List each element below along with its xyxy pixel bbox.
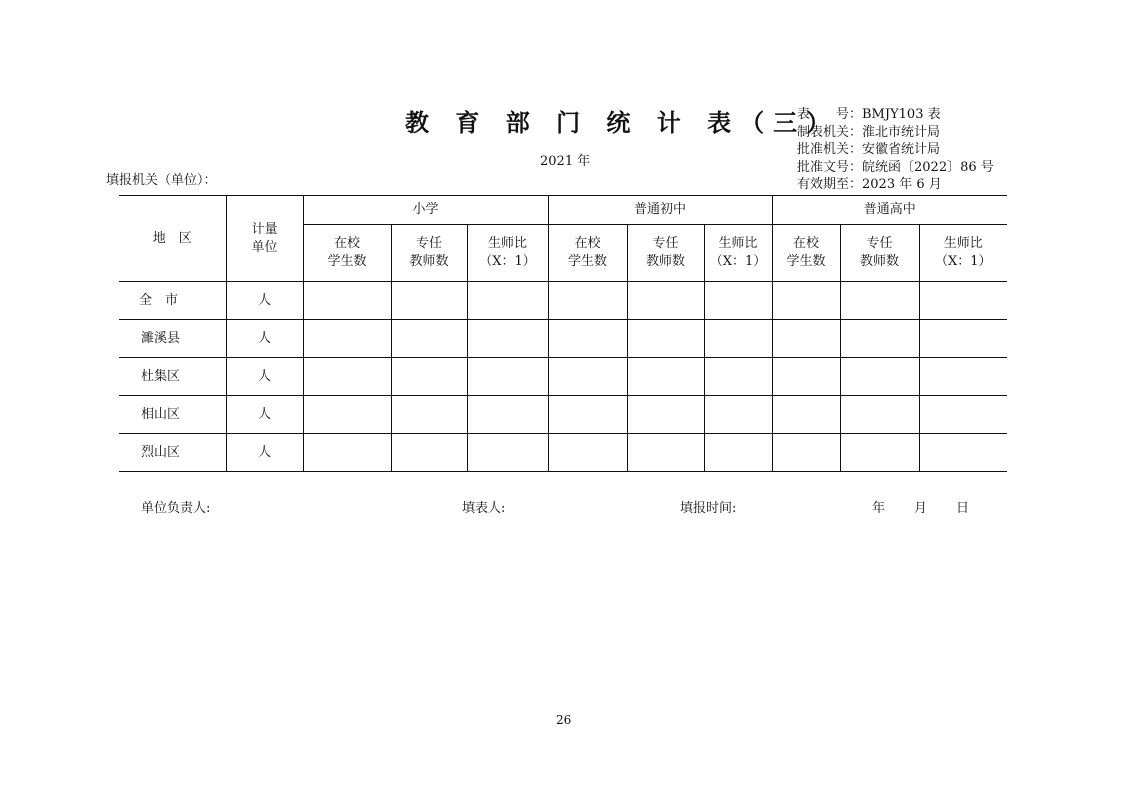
region-cell: 烈山区 bbox=[119, 434, 226, 472]
unit-header-line1: 计量 bbox=[251, 221, 278, 237]
data-cell[interactable] bbox=[919, 320, 1007, 358]
col-header-teachers: 专任 教师数 bbox=[391, 225, 467, 282]
col-header-ratio: 生师比 （X：1） bbox=[467, 225, 548, 282]
data-cell[interactable] bbox=[548, 358, 627, 396]
data-cell[interactable] bbox=[772, 396, 840, 434]
unit-header bbox=[226, 196, 303, 282]
valid-until: 有效期至：2023 年 6 月 bbox=[797, 177, 942, 192]
report-year: 2021 年 bbox=[540, 154, 591, 169]
data-cell[interactable] bbox=[704, 358, 772, 396]
data-cell[interactable] bbox=[391, 282, 467, 320]
data-cell[interactable] bbox=[772, 434, 840, 472]
data-cell[interactable] bbox=[840, 434, 919, 472]
filler-org-label: 填报机关（单位）： bbox=[106, 173, 217, 188]
col-header-ratio: 生师比 （X：1） bbox=[704, 225, 772, 282]
col-header-teachers: 专任 教师数 bbox=[627, 225, 704, 282]
data-cell[interactable] bbox=[627, 396, 704, 434]
date-month-label: 月 bbox=[914, 501, 928, 516]
issuing-authority: 制表机关：淮北市统计局 bbox=[797, 124, 941, 140]
data-cell[interactable] bbox=[840, 320, 919, 358]
region-cell: 濉溪县 bbox=[119, 320, 226, 358]
unit-cell: 人 bbox=[226, 358, 303, 396]
data-cell[interactable] bbox=[548, 282, 627, 320]
unit-cell: 人 bbox=[226, 434, 303, 472]
unit-cell: 人 bbox=[226, 396, 303, 434]
unit-cell: 人 bbox=[226, 282, 303, 320]
date-day-label: 日 bbox=[956, 501, 970, 516]
table-row bbox=[119, 434, 1007, 472]
data-cell[interactable] bbox=[303, 282, 391, 320]
data-cell[interactable] bbox=[391, 434, 467, 472]
data-cell[interactable] bbox=[919, 434, 1007, 472]
data-cell[interactable] bbox=[704, 434, 772, 472]
data-cell[interactable] bbox=[772, 282, 840, 320]
approving-authority: 批准机关：安徽省统计局 bbox=[797, 142, 941, 157]
data-cell[interactable] bbox=[772, 358, 840, 396]
group-header-primary: 小学 bbox=[303, 196, 548, 225]
region-cell: 全 市 bbox=[119, 282, 226, 320]
unit-cell: 人 bbox=[226, 320, 303, 358]
unit-header-line2: 单位 bbox=[251, 239, 278, 255]
data-cell[interactable] bbox=[772, 320, 840, 358]
form-number: 表 号：BMJY103 表 bbox=[797, 107, 941, 122]
header-row-groups bbox=[119, 196, 1007, 225]
form-filler-label: 填表人: bbox=[462, 501, 506, 516]
page-title: 教 育 部 门 统 计 表（三） bbox=[405, 108, 840, 137]
data-cell[interactable] bbox=[303, 434, 391, 472]
table-row bbox=[119, 320, 1007, 358]
data-cell[interactable] bbox=[467, 358, 548, 396]
data-cell[interactable] bbox=[627, 358, 704, 396]
data-cell[interactable] bbox=[704, 282, 772, 320]
region-header: 地 区 bbox=[119, 196, 226, 282]
col-header-students: 在校 学生数 bbox=[548, 225, 627, 282]
table-row bbox=[119, 396, 1007, 434]
data-cell[interactable] bbox=[704, 320, 772, 358]
data-cell[interactable] bbox=[919, 396, 1007, 434]
data-cell[interactable] bbox=[467, 434, 548, 472]
data-cell[interactable] bbox=[627, 434, 704, 472]
data-cell[interactable] bbox=[548, 320, 627, 358]
data-cell[interactable] bbox=[548, 434, 627, 472]
table-row bbox=[119, 282, 1007, 320]
data-cell[interactable] bbox=[548, 396, 627, 434]
fill-time-label: 填报时间: bbox=[680, 501, 737, 516]
data-cell[interactable] bbox=[303, 320, 391, 358]
page-number: 26 bbox=[556, 713, 572, 727]
data-cell[interactable] bbox=[303, 396, 391, 434]
data-cell[interactable] bbox=[840, 282, 919, 320]
data-cell[interactable] bbox=[391, 396, 467, 434]
data-cell[interactable] bbox=[303, 358, 391, 396]
data-cell[interactable] bbox=[627, 320, 704, 358]
data-cell[interactable] bbox=[704, 396, 772, 434]
table-row bbox=[119, 358, 1007, 396]
data-cell[interactable] bbox=[919, 358, 1007, 396]
col-header-students: 在校 学生数 bbox=[303, 225, 391, 282]
data-cell[interactable] bbox=[840, 396, 919, 434]
data-cell[interactable] bbox=[919, 282, 1007, 320]
group-header-junior-high: 普通初中 bbox=[548, 196, 772, 225]
data-cell[interactable] bbox=[840, 358, 919, 396]
data-cell[interactable] bbox=[467, 396, 548, 434]
data-cell[interactable] bbox=[467, 282, 548, 320]
region-cell: 杜集区 bbox=[119, 358, 226, 396]
responsible-person-label: 单位负责人: bbox=[141, 501, 211, 516]
region-cell: 相山区 bbox=[119, 396, 226, 434]
col-header-ratio: 生师比 （X：1） bbox=[919, 225, 1007, 282]
group-header-senior-high: 普通高中 bbox=[772, 196, 1007, 225]
statistics-table bbox=[119, 195, 1007, 472]
date-year-label: 年 bbox=[872, 501, 886, 516]
col-header-teachers: 专任 教师数 bbox=[840, 225, 919, 282]
col-header-students: 在校 学生数 bbox=[772, 225, 840, 282]
data-cell[interactable] bbox=[627, 282, 704, 320]
data-cell[interactable] bbox=[391, 358, 467, 396]
approval-document: 批准文号：皖统函〔2022〕86 号 bbox=[797, 159, 994, 175]
data-cell[interactable] bbox=[391, 320, 467, 358]
form-metadata bbox=[797, 106, 994, 194]
data-cell[interactable] bbox=[467, 320, 548, 358]
